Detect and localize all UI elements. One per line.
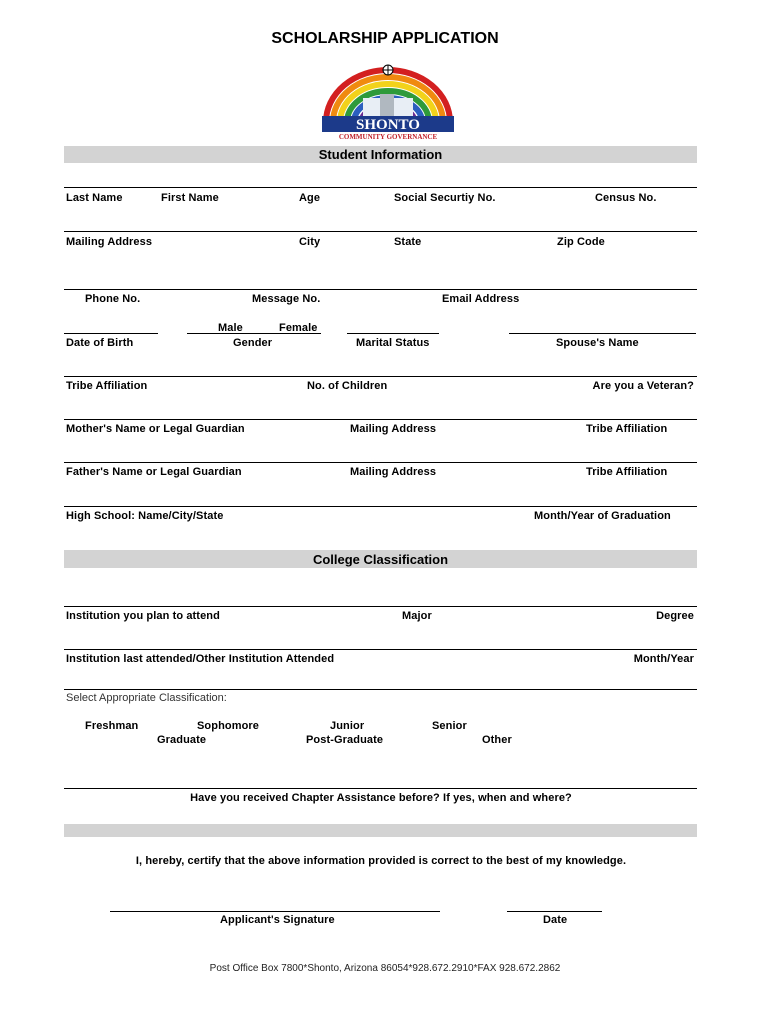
label-marital: Marital Status xyxy=(356,337,430,349)
field-line[interactable] xyxy=(64,506,697,507)
spouse-line[interactable] xyxy=(509,333,696,334)
label-high-school: High School: Name/City/State xyxy=(66,510,224,522)
label-date: Date xyxy=(543,914,568,926)
page-title: SCHOLARSHIP APPLICATION xyxy=(271,30,499,47)
label-institution: Institution you plan to attend xyxy=(66,610,220,622)
label-father-tribe: Tribe Affiliation xyxy=(586,466,668,478)
option-graduate[interactable]: Graduate xyxy=(157,734,207,746)
marital-line[interactable] xyxy=(347,333,439,334)
label-tribe: Tribe Affiliation xyxy=(66,380,148,392)
label-phone: Phone No. xyxy=(85,293,141,305)
field-line[interactable] xyxy=(64,376,697,377)
label-mother-tribe: Tribe Affiliation xyxy=(586,423,668,435)
option-post-graduate[interactable]: Post-Graduate xyxy=(306,734,384,746)
label-children: No. of Children xyxy=(307,380,388,392)
section-college-classification: College Classification xyxy=(64,550,697,568)
label-message: Message No. xyxy=(252,293,321,305)
option-freshman[interactable]: Freshman xyxy=(85,720,139,732)
option-other[interactable]: Other xyxy=(482,734,512,746)
label-first-name: First Name xyxy=(161,192,219,204)
label-father-address: Mailing Address xyxy=(350,466,437,478)
label-spouse: Spouse's Name xyxy=(556,337,639,349)
signature-line[interactable] xyxy=(110,911,440,912)
option-senior[interactable]: Senior xyxy=(432,720,467,732)
label-major: Major xyxy=(402,610,432,622)
field-line[interactable] xyxy=(64,606,697,607)
label-census: Census No. xyxy=(595,192,657,204)
svg-text:SHONTO: SHONTO xyxy=(356,117,420,133)
shonto-logo xyxy=(318,60,458,142)
svg-text:COMMUNITY GOVERNANCE: COMMUNITY GOVERNANCE xyxy=(338,133,438,141)
label-mother: Mother's Name or Legal Guardian xyxy=(66,423,245,435)
field-line[interactable] xyxy=(64,419,697,420)
field-line[interactable] xyxy=(64,649,697,650)
date-line[interactable] xyxy=(507,911,602,912)
label-father: Father's Name or Legal Guardian xyxy=(66,466,242,478)
label-veteran: Are you a Veteran? xyxy=(592,380,694,392)
option-sophomore[interactable]: Sophomore xyxy=(197,720,260,732)
label-age: Age xyxy=(299,192,321,204)
label-ssn: Social Securtiy No. xyxy=(394,192,496,204)
label-mailing-address: Mailing Address xyxy=(66,236,153,248)
label-signature: Applicant's Signature xyxy=(220,914,335,926)
option-female[interactable]: Female xyxy=(279,322,318,334)
label-chapter-assistance: Have you received Chapter Assistance before? If yes, when and where? xyxy=(190,792,572,804)
label-last-name: Last Name xyxy=(66,192,123,204)
footer-address: Post Office Box 7800*Shonto, Arizona 86054*928.672.2910*FAX 928.672.2862 xyxy=(209,963,561,974)
label-dob: Date of Birth xyxy=(66,337,134,349)
field-line[interactable] xyxy=(64,231,697,232)
section-student-information: Student Information xyxy=(64,146,697,163)
gender-line[interactable] xyxy=(187,333,321,334)
label-email: Email Address xyxy=(442,293,520,305)
label-zip: Zip Code xyxy=(557,236,605,248)
label-graduation: Month/Year of Graduation xyxy=(534,510,671,522)
separator-bar xyxy=(64,824,697,837)
dob-line[interactable] xyxy=(64,333,158,334)
label-mother-address: Mailing Address xyxy=(350,423,437,435)
field-line[interactable] xyxy=(64,187,697,188)
field-line[interactable] xyxy=(64,788,697,789)
field-line[interactable] xyxy=(64,289,697,290)
option-junior[interactable]: Junior xyxy=(330,720,365,732)
certify-statement: I, hereby, certify that the above information provided is correct to the best of my knowledge. xyxy=(135,855,627,867)
option-male[interactable]: Male xyxy=(218,322,243,334)
label-last-institution: Institution last attended/Other Institution Attended xyxy=(66,653,335,665)
label-degree: Degree xyxy=(656,610,694,622)
classification-header: Select Appropriate Classification: xyxy=(64,689,697,707)
label-state: State xyxy=(394,236,422,248)
label-city: City xyxy=(299,236,321,248)
field-line[interactable] xyxy=(64,462,697,463)
label-month-year: Month/Year xyxy=(633,653,694,665)
label-gender: Gender xyxy=(233,337,273,349)
